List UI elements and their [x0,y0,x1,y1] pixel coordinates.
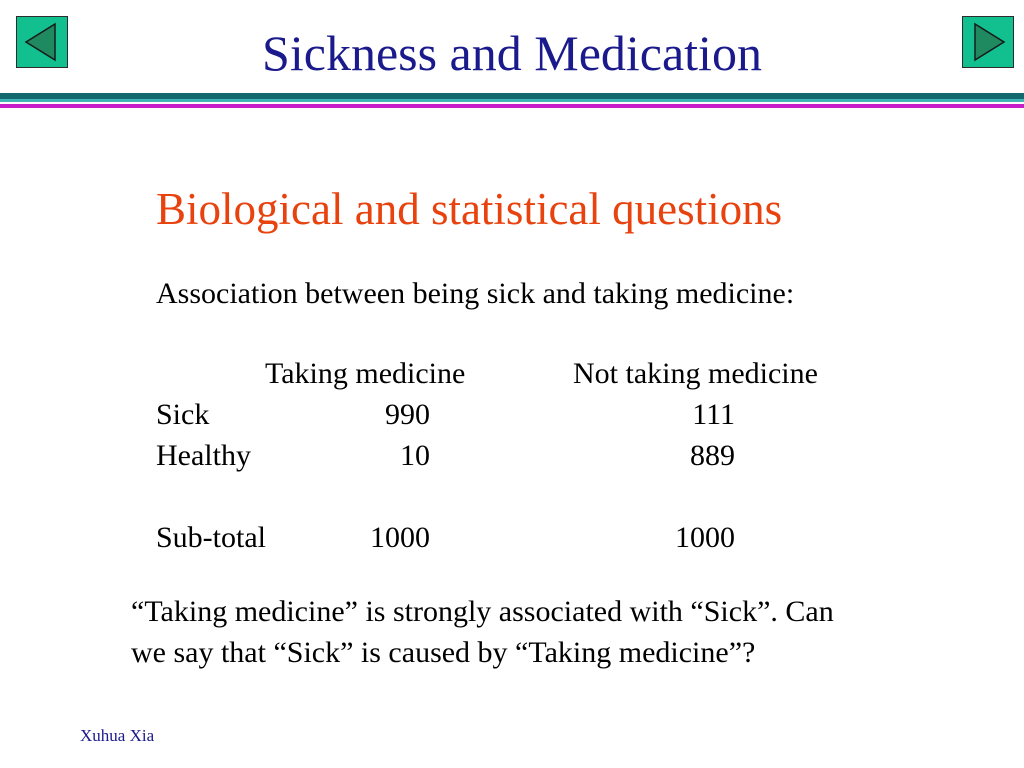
cell-sick-not-taking: 111 [692,398,735,431]
triangle-right-icon [963,17,1013,67]
row-label-subtotal: Sub-total [156,521,266,554]
column-header-taking: Taking medicine [265,357,466,390]
header-rule-magenta [0,104,1024,108]
slide-title: Sickness and Medication [262,25,762,81]
next-slide-button[interactable] [962,16,1014,68]
slide-subtitle: Biological and statistical questions [156,184,783,234]
row-label-healthy: Healthy [156,439,251,472]
footer-author: Xuhua Xia [80,726,155,745]
conclusion-line: “Taking medicine” is strongly associated with “Sick”. Can [131,595,834,628]
cell-subtotal-taking: 1000 [370,521,430,554]
row-label-sick: Sick [156,398,210,431]
conclusion-line: we say that “Sick” is caused by “Taking medicine”? [131,636,756,669]
header-rule-light [0,99,1024,102]
cell-sick-taking: 990 [385,398,430,431]
conclusion-text [131,591,834,673]
column-header-not-taking: Not taking medicine [573,357,818,390]
intro-text: Association between being sick and taking medicine: [156,277,795,310]
cell-subtotal-not-taking: 1000 [675,521,735,554]
cell-healthy-not-taking: 889 [690,439,735,472]
cell-healthy-taking: 10 [400,439,430,472]
